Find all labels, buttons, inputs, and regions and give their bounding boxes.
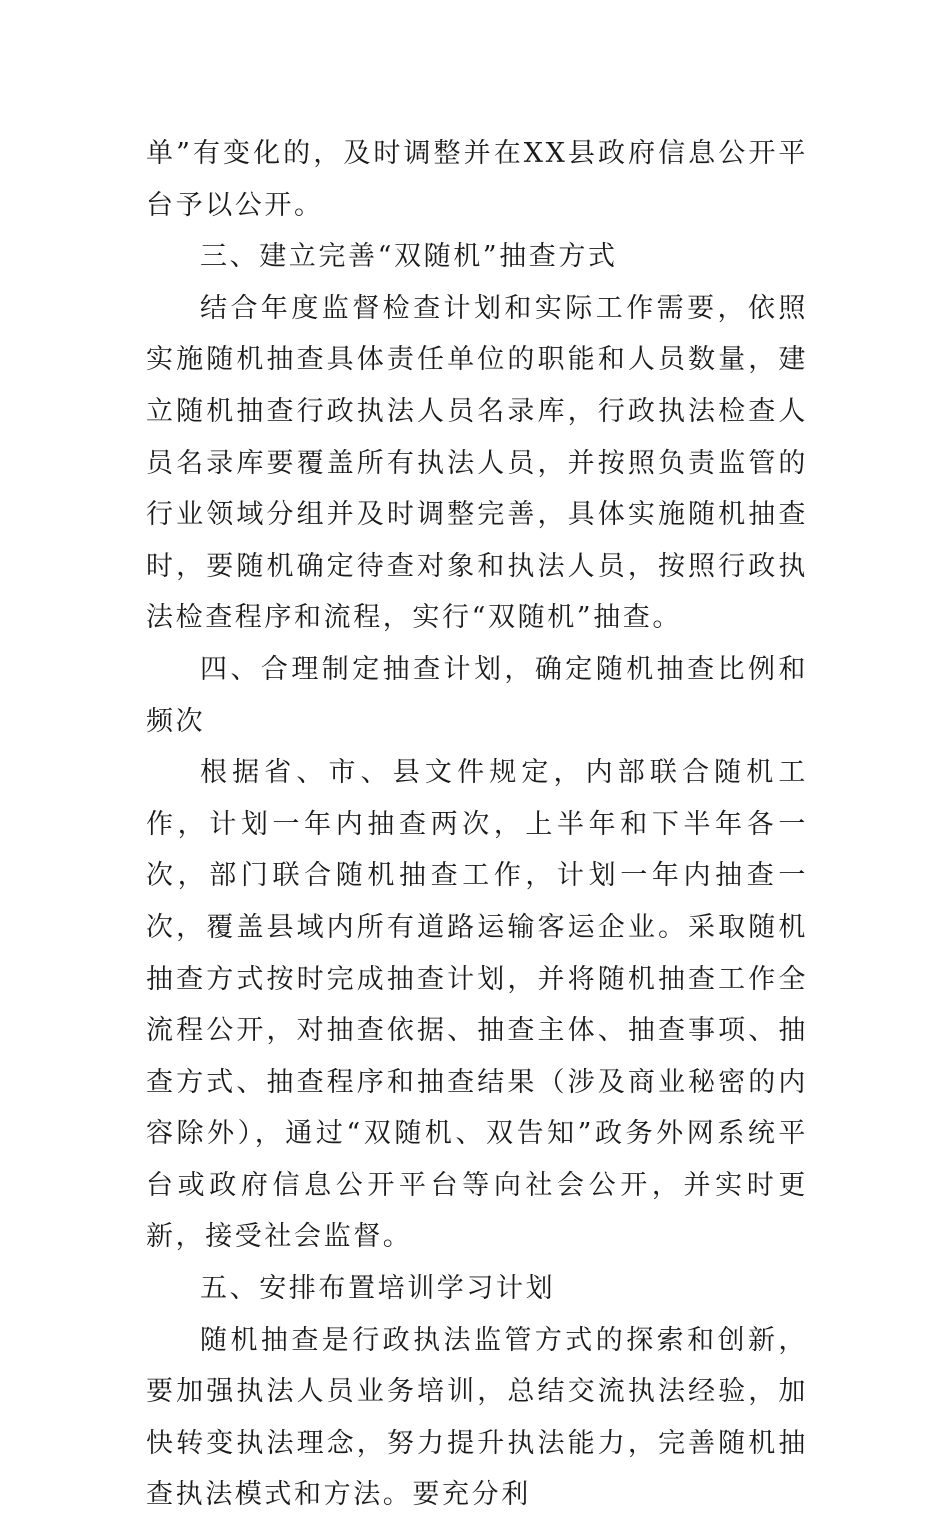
section-heading-4: 四、合理制定抽查计划，确定随机抽查比例和频次 [146,653,808,737]
document-body [146,128,808,1521]
paragraph-section-4: 根据省、市、县文件规定，内部联合随机工作，计划一年内抽查两次，上半年和下半年各一次，部门联合随机抽查工作，计划一年内抽查一次，覆盖县域内所有道路运输客运企业。采取随机抽查方式按时完成抽查计划，并将随机抽查工作全流程公开，对抽查依据、抽查主体、抽查事项、抽查方式、抽查程序和抽查结果（涉及商业秘密的内容除外），通过“双随机、双告知”政务外网系统平台或政府信息公开平台等向社会公开，并实时更新，接受社会监督。 [146,757,808,1253]
paragraph-section-5: 随机抽查是行政执法监管方式的探索和创新，要加强执法人员业务培训，总结交流执法经验，加快转变执法理念，努力提升执法能力，完善随机抽查执法模式和方法。要充分利 [146,1324,808,1511]
paragraph-continuation: 单”有变化的，及时调整并在XX县政府信息公开平台予以公开。 [146,138,808,221]
section-heading-3: 三、建立完善“双随机”抽查方式 [200,241,618,273]
section-heading-5: 五、安排布置培训学习计划 [200,1273,556,1305]
paragraph-section-3: 结合年度监督检查计划和实际工作需要，依照实施随机抽查具体责任单位的职能和人员数量，建立随机抽查行政执法人员名录库，行政执法检查人员名录库要覆盖所有执法人员，并按照负责监管的行业领域分组并及时调整完善，具体实施随机抽查时，要随机确定待查对象和执法人员，按照行政执法检查程序和流程，实行“双随机”抽查。 [146,292,808,634]
